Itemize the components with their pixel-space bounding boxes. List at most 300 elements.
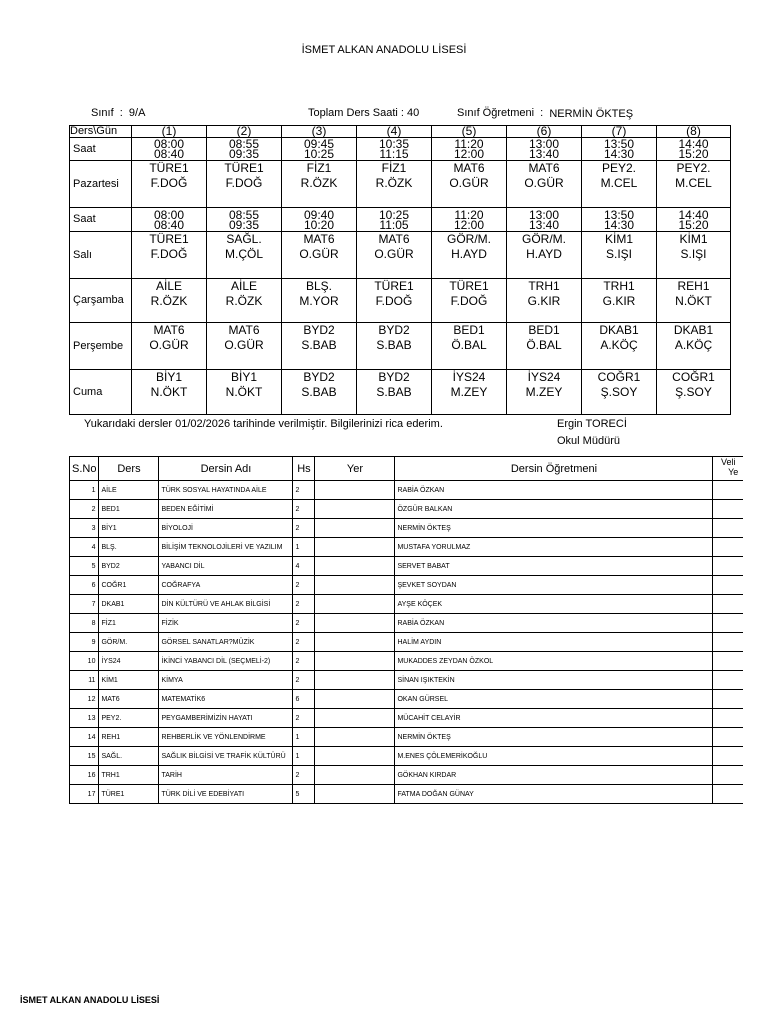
lesson-cell — [507, 232, 582, 279]
end-time: 08:40 — [153, 147, 185, 161]
start-time: 10:35 — [378, 137, 410, 151]
lesson-teacher: O.GÜR — [524, 176, 564, 190]
lesson-teacher: S.BAB — [301, 338, 337, 352]
lesson-code: BED1 — [453, 323, 485, 337]
principal-title: Okul Müdürü — [557, 435, 620, 447]
course-list-table — [69, 456, 743, 804]
table-row — [70, 538, 743, 557]
course-teacher: M.ENES ÇÖLEMERİKOĞLU — [395, 747, 713, 766]
lesson-code: PEY2. — [601, 161, 637, 175]
class-label-text: Sınıf — [91, 107, 114, 119]
course-place — [315, 671, 395, 690]
course-name: TÜRK SOSYAL HAYATINDA AİLE — [159, 481, 293, 500]
lesson-code: GÖR/M. — [447, 232, 491, 246]
table-row — [70, 557, 743, 576]
course-place — [315, 500, 395, 519]
row-number: 8 — [70, 614, 99, 633]
course-teacher: HALİM AYDIN — [395, 633, 713, 652]
parent-sign-cell — [713, 538, 743, 557]
lesson-time-cell — [657, 208, 731, 232]
lesson-code: TÜRE1 — [224, 161, 264, 175]
course-name: İKİNCİ YABANCI DİL (SEÇMELİ-2) — [159, 652, 293, 671]
lesson-cell — [207, 232, 282, 279]
course-place — [315, 766, 395, 785]
school-title: İSMET ALKAN ANADOLU LİSESİ — [301, 44, 467, 56]
lesson-time-cell — [282, 208, 357, 232]
course-name: BEDEN EĞİTİMİ — [159, 500, 293, 519]
lesson-code: MAT6 — [528, 161, 560, 175]
column-header-veli — [713, 457, 743, 481]
course-teacher: MUKADDES ZEYDAN ÖZKOL — [395, 652, 713, 671]
day-row — [70, 370, 731, 415]
lesson-code: PEY2. — [676, 161, 711, 175]
lesson-time-cell — [507, 138, 582, 161]
row-number: 14 — [70, 728, 99, 747]
course-hours: 2 — [293, 709, 315, 728]
course-code: FİZ1 — [99, 614, 159, 633]
course-teacher: NERMİN ÖKTEŞ — [395, 728, 713, 747]
lesson-time-cell — [132, 208, 207, 232]
parent-sign-cell — [713, 557, 743, 576]
end-time: 11:15 — [379, 147, 409, 161]
course-code: AİLE — [99, 481, 159, 500]
lesson-teacher: S.BAB — [376, 338, 412, 352]
column-header: Dersin Öğretmeni — [395, 457, 713, 481]
class-teacher-label: Sınıf Öğretmeni — [457, 107, 535, 119]
lesson-code: BİY1 — [155, 370, 182, 384]
lesson-cell — [582, 370, 657, 415]
notice-text: Yukarıdaki dersler 01/02/2026 tarihinde verilmiştir. Bilgilerinizi rica ederim. — [84, 418, 443, 430]
course-teacher: GÖKHAN KIRDAR — [395, 766, 713, 785]
course-code: PEY2. — [99, 709, 159, 728]
table-row — [70, 481, 743, 500]
day-row — [70, 323, 731, 370]
lesson-teacher: A.KÖÇ — [674, 338, 713, 352]
period-header: (2) — [207, 126, 282, 138]
lesson-code: TRH1 — [603, 279, 635, 293]
lesson-teacher: R.ÖZK — [300, 176, 338, 190]
lesson-teacher: A.KÖÇ — [600, 338, 638, 352]
lesson-cell — [507, 370, 582, 415]
row-number: 6 — [70, 576, 99, 595]
lesson-code: COĞR1 — [597, 370, 641, 384]
lesson-code: MAT6 — [153, 323, 185, 337]
lesson-teacher: G.KIR — [602, 294, 636, 308]
start-time: 13:50 — [603, 137, 635, 151]
lesson-teacher: Ş.SOY — [675, 385, 712, 399]
lesson-teacher: G.KIR — [527, 294, 561, 308]
course-teacher: AYŞE KÖÇEK — [395, 595, 713, 614]
lesson-cell — [132, 370, 207, 415]
parent-sign-cell — [713, 633, 743, 652]
lesson-cell — [357, 232, 432, 279]
course-code: SAĞL. — [99, 747, 159, 766]
course-teacher: SİNAN IŞIKTEKİN — [395, 671, 713, 690]
row-number: 2 — [70, 500, 99, 519]
lesson-teacher: N.ÖKT — [675, 294, 712, 308]
lesson-time-cell — [132, 138, 207, 161]
lesson-code: BYD2 — [303, 323, 335, 337]
lesson-teacher: M.CEL — [600, 176, 638, 190]
lesson-cell — [132, 232, 207, 279]
veli-label-2: Ye — [728, 467, 739, 477]
lesson-cell — [282, 323, 357, 370]
time-row-label: Saat — [70, 138, 132, 161]
end-time: 14:30 — [603, 147, 635, 161]
lesson-time-cell — [582, 208, 657, 232]
lesson-teacher: S.IŞI — [680, 247, 707, 261]
lesson-code: MAT6 — [453, 161, 485, 175]
start-time: 08:00 — [153, 207, 185, 222]
course-teacher: MUSTAFA YORULMAZ — [395, 538, 713, 557]
course-name: GÖRSEL SANATLAR?MÜZİK — [159, 633, 293, 652]
lesson-teacher: H.AYD — [526, 247, 562, 261]
lesson-cell — [132, 323, 207, 370]
course-teacher: MÜCAHİT CELAYİR — [395, 709, 713, 728]
class-teacher-value: NERMİN ÖKTEŞ — [549, 108, 634, 120]
lesson-cell — [582, 232, 657, 279]
table-row — [70, 671, 743, 690]
lesson-cell — [582, 323, 657, 370]
lesson-cell — [507, 279, 582, 323]
lesson-cell — [132, 161, 207, 208]
course-hours: 1 — [293, 747, 315, 766]
course-teacher: ÖZGÜR BALKAN — [395, 500, 713, 519]
period-header: (4) — [357, 126, 432, 138]
day-label: Pazartesi — [70, 161, 132, 208]
course-code: REH1 — [99, 728, 159, 747]
start-time: 08:55 — [228, 207, 260, 222]
parent-sign-cell — [713, 500, 743, 519]
period-header: (5) — [432, 126, 507, 138]
start-time: 08:55 — [228, 137, 260, 151]
lesson-teacher: Ö.BAL — [526, 338, 562, 352]
veli-label: Veli — [720, 457, 736, 467]
course-hours: 2 — [293, 500, 315, 519]
class-teacher: Sınıf Öğretmeni : NERMİN ÖKTEŞ — [457, 107, 634, 120]
course-hours: 2 — [293, 766, 315, 785]
lesson-code: MAT6 — [378, 232, 410, 246]
course-place — [315, 557, 395, 576]
total-hours: Toplam Ders Saati : 40 — [308, 107, 420, 119]
lesson-cell — [657, 232, 731, 279]
end-time: 12:00 — [453, 147, 485, 161]
course-name: COĞRAFYA — [159, 576, 293, 595]
lesson-cell — [207, 279, 282, 323]
start-time: 14:40 — [678, 207, 709, 222]
lesson-teacher: O.GÜR — [299, 247, 339, 261]
end-time: 13:40 — [528, 217, 560, 232]
lesson-code: BYD2 — [378, 370, 410, 384]
course-name: FİZİK — [159, 614, 293, 633]
lesson-cell — [582, 161, 657, 208]
course-code: TRH1 — [99, 766, 159, 785]
lesson-teacher: N.ÖKT — [150, 385, 188, 399]
lesson-cell — [657, 323, 731, 370]
parent-sign-cell — [713, 690, 743, 709]
course-teacher: SERVET BABAT — [395, 557, 713, 576]
table-row — [70, 500, 743, 519]
lesson-code: FİZ1 — [381, 161, 407, 175]
day-row — [70, 232, 731, 279]
table-row — [70, 595, 743, 614]
parent-sign-cell — [713, 652, 743, 671]
lesson-cell — [507, 323, 582, 370]
total-hours-value: 40 — [407, 107, 420, 119]
parent-sign-cell — [713, 595, 743, 614]
end-time: 15:20 — [678, 217, 709, 232]
lesson-time-cell — [432, 138, 507, 161]
course-name: SAĞLIK BİLGİSİ VE TRAFİK KÜLTÜRÜ — [159, 747, 293, 766]
course-code: BLŞ. — [99, 538, 159, 557]
start-time: 13:00 — [528, 207, 560, 222]
lesson-cell — [357, 279, 432, 323]
table-row — [70, 747, 743, 766]
start-time: 10:25 — [378, 207, 410, 222]
lesson-teacher: Ö.BAL — [451, 338, 487, 352]
course-name: KİMYA — [159, 671, 293, 690]
table-row — [70, 652, 743, 671]
table-row — [70, 709, 743, 728]
table-row — [70, 576, 743, 595]
lesson-code: TÜRE1 — [374, 279, 414, 293]
course-teacher: ŞEVKET SOYDAN — [395, 576, 713, 595]
course-teacher: OKAN GÜRSEL — [395, 690, 713, 709]
lesson-cell — [282, 232, 357, 279]
lesson-teacher: M.ZEY — [450, 385, 488, 399]
course-place — [315, 519, 395, 538]
course-code: İYS24 — [99, 652, 159, 671]
class-label: Sınıf : 9/A — [91, 107, 146, 119]
lesson-code: BYD2 — [378, 323, 410, 337]
day-label: Salı — [70, 232, 132, 279]
table-row — [70, 690, 743, 709]
lesson-time-cell — [207, 138, 282, 161]
end-time: 13:40 — [528, 147, 560, 161]
day-label: Perşembe — [70, 323, 132, 370]
row-number: 15 — [70, 747, 99, 766]
row-number: 5 — [70, 557, 99, 576]
course-place — [315, 633, 395, 652]
course-place — [315, 709, 395, 728]
course-hours: 2 — [293, 576, 315, 595]
time-row — [70, 138, 731, 161]
lesson-code: REH1 — [677, 279, 710, 293]
lesson-time-cell — [357, 138, 432, 161]
row-number: 13 — [70, 709, 99, 728]
course-place — [315, 652, 395, 671]
footer-school-name: İSMET ALKAN ANADOLU LİSESİ — [20, 995, 160, 1005]
lesson-teacher: S.BAB — [376, 385, 412, 399]
lesson-cell — [582, 279, 657, 323]
lesson-teacher: N.ÖKT — [225, 385, 263, 399]
lesson-cell — [357, 370, 432, 415]
start-time: 13:50 — [603, 207, 635, 222]
lesson-cell — [432, 161, 507, 208]
lesson-cell — [357, 161, 432, 208]
lesson-teacher: O.GÜR — [449, 176, 489, 190]
start-time: 14:40 — [678, 137, 709, 151]
course-hours: 2 — [293, 481, 315, 500]
lesson-cell — [282, 161, 357, 208]
course-hours: 2 — [293, 633, 315, 652]
lesson-code: İYS24 — [527, 370, 561, 384]
lesson-cell — [657, 279, 731, 323]
course-place — [315, 728, 395, 747]
lesson-code: DKAB1 — [673, 323, 714, 337]
row-number: 7 — [70, 595, 99, 614]
period-header: (8) — [657, 126, 731, 138]
lesson-teacher: R.ÖZK — [150, 294, 188, 308]
lesson-cell — [432, 232, 507, 279]
start-time: 13:00 — [528, 137, 560, 151]
course-code: BED1 — [99, 500, 159, 519]
lesson-cell — [282, 279, 357, 323]
period-header: (1) — [132, 126, 207, 138]
row-number: 3 — [70, 519, 99, 538]
lesson-teacher: F.DOĞ — [150, 176, 188, 190]
lesson-cell — [282, 370, 357, 415]
lesson-cell — [207, 370, 282, 415]
lesson-teacher: H.AYD — [451, 247, 487, 261]
table-row — [70, 728, 743, 747]
time-row-label: Saat — [70, 208, 132, 232]
column-header: Hs — [293, 457, 315, 481]
start-time: 09:40 — [303, 207, 335, 222]
lesson-code: BLŞ. — [305, 279, 332, 293]
course-hours: 2 — [293, 614, 315, 633]
lesson-teacher: M.YOR — [299, 294, 339, 308]
lesson-code: BİY1 — [230, 370, 257, 384]
end-time: 15:20 — [678, 147, 709, 161]
period-header: (7) — [582, 126, 657, 138]
lesson-code: AİLE — [230, 279, 257, 293]
lesson-cell — [432, 370, 507, 415]
lesson-time-cell — [657, 138, 731, 161]
course-teacher: RABİA ÖZKAN — [395, 614, 713, 633]
parent-sign-cell — [713, 747, 743, 766]
lesson-code: TÜRE1 — [149, 161, 189, 175]
parent-sign-cell — [713, 785, 743, 804]
lesson-code: SAĞL. — [226, 232, 262, 246]
lesson-teacher: M.ÇÖL — [224, 247, 263, 261]
total-hours-label: Toplam Ders Saati — [308, 107, 398, 119]
start-time: 11:20 — [454, 137, 484, 151]
course-hours: 2 — [293, 595, 315, 614]
lesson-code: BYD2 — [303, 370, 335, 384]
lesson-teacher: R.ÖZK — [225, 294, 263, 308]
column-header: Dersin Adı — [159, 457, 293, 481]
course-hours: 2 — [293, 652, 315, 671]
parent-sign-cell — [713, 766, 743, 785]
course-code: COĞR1 — [99, 576, 159, 595]
end-time: 14:30 — [603, 217, 635, 232]
lesson-cell — [357, 323, 432, 370]
end-time: 12:00 — [453, 217, 485, 232]
day-label: Çarşamba — [70, 279, 132, 323]
start-time: 09:45 — [303, 137, 335, 151]
row-number: 1 — [70, 481, 99, 500]
lesson-teacher: F.DOĞ — [450, 294, 488, 308]
lesson-teacher: M.ZEY — [525, 385, 563, 399]
course-name: TARİH — [159, 766, 293, 785]
course-hours: 2 — [293, 671, 315, 690]
course-teacher: NERMİN ÖKTEŞ — [395, 519, 713, 538]
row-number: 12 — [70, 690, 99, 709]
course-name: BİLİŞİM TEKNOLOJİLERİ VE YAZILIM — [159, 538, 293, 557]
course-name: TÜRK DİLİ VE EDEBİYATI — [159, 785, 293, 804]
course-place — [315, 785, 395, 804]
table-row — [70, 519, 743, 538]
column-header: Ders — [99, 457, 159, 481]
lesson-time-cell — [582, 138, 657, 161]
lesson-time-cell — [357, 208, 432, 232]
course-code: BİY1 — [99, 519, 159, 538]
parent-sign-cell — [713, 481, 743, 500]
course-place — [315, 481, 395, 500]
lesson-code: TRH1 — [528, 279, 560, 293]
lesson-teacher: M.CEL — [675, 176, 712, 190]
lesson-code: DKAB1 — [599, 323, 639, 337]
lesson-cell — [657, 161, 731, 208]
lesson-teacher: O.GÜR — [149, 338, 189, 352]
day-row — [70, 279, 731, 323]
principal-name: Ergin TORECİ — [557, 418, 627, 430]
parent-sign-cell — [713, 614, 743, 633]
start-time: 08:00 — [153, 137, 185, 151]
time-row — [70, 208, 731, 232]
course-name: BİYOLOJİ — [159, 519, 293, 538]
lesson-code: TÜRE1 — [449, 279, 489, 293]
lesson-cell — [657, 370, 731, 415]
column-header: S.No — [70, 457, 99, 481]
course-name: YABANCI DİL — [159, 557, 293, 576]
lesson-code: MAT6 — [303, 232, 335, 246]
course-teacher: FATMA DOĞAN GÜNAY — [395, 785, 713, 804]
course-place — [315, 595, 395, 614]
table-row — [70, 766, 743, 785]
course-name: REHBERLİK VE YÖNLENDİRME — [159, 728, 293, 747]
row-number: 10 — [70, 652, 99, 671]
lesson-code: AİLE — [155, 279, 182, 293]
course-name: MATEMATİK6 — [159, 690, 293, 709]
lesson-teacher: F.DOĞ — [225, 176, 263, 190]
lesson-teacher: O.GÜR — [224, 338, 264, 352]
class-value: 9/A — [128, 107, 146, 119]
end-time: 09:35 — [228, 217, 260, 232]
lesson-code: KİM1 — [679, 232, 708, 246]
course-code: MAT6 — [99, 690, 159, 709]
lesson-teacher: F.DOĞ — [150, 247, 188, 261]
parent-sign-cell — [713, 709, 743, 728]
lesson-cell — [207, 161, 282, 208]
lesson-code: GÖR/M. — [522, 232, 566, 246]
lesson-code: FİZ1 — [306, 161, 332, 175]
course-list-header — [70, 457, 743, 481]
lesson-cell — [432, 279, 507, 323]
course-place — [315, 576, 395, 595]
lesson-cell — [432, 323, 507, 370]
lesson-teacher: Ş.SOY — [600, 385, 638, 399]
column-header: Yer — [315, 457, 395, 481]
course-hours: 2 — [293, 519, 315, 538]
lesson-cell — [507, 161, 582, 208]
parent-sign-cell — [713, 671, 743, 690]
course-place — [315, 614, 395, 633]
lesson-teacher: S.BAB — [301, 385, 337, 399]
row-number: 17 — [70, 785, 99, 804]
course-name: DİN KÜLTÜRÜ VE AHLAK BİLGİSİ — [159, 595, 293, 614]
